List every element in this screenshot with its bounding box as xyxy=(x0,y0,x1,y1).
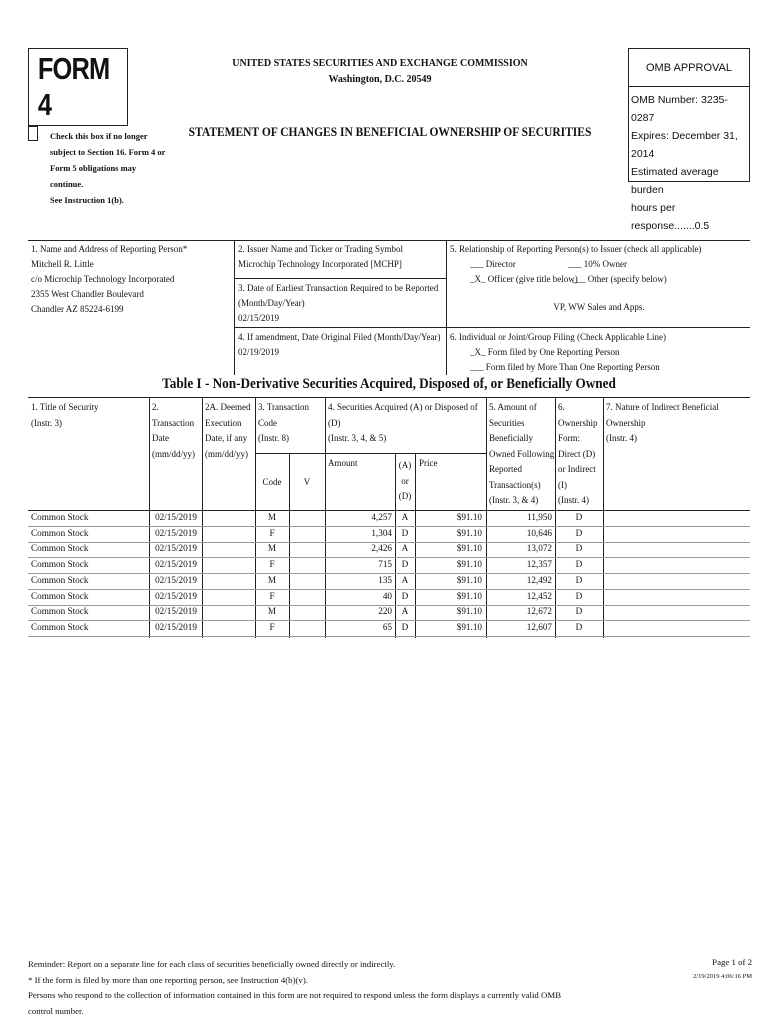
cell-amount: 220 xyxy=(378,606,392,617)
box5-label: 5. Relationship of Reporting Person(s) to Issuer (check all applicable) xyxy=(450,244,702,254)
form-title: FORM 4 xyxy=(37,51,110,122)
cell-date: 02/15/2019 xyxy=(155,590,197,601)
col-header-ownership-form xyxy=(558,400,604,509)
cell-amount: 4,257 xyxy=(371,512,392,522)
cell-title: Common Stock xyxy=(31,574,89,585)
header-text: 2A. Deemed xyxy=(205,402,251,412)
col-header-nature xyxy=(606,400,748,447)
omb-title: OMB APPROVAL xyxy=(629,49,749,87)
cell-date: 02/15/2019 xyxy=(155,527,197,538)
officer-option: _X_ Officer (give title below) xyxy=(470,274,578,284)
box6-label: 6. Individual or Joint/Group Filing (Check Applicable Line) xyxy=(450,332,666,342)
header-text: (mm/dd/yy) xyxy=(205,448,248,459)
omb-details xyxy=(631,91,749,235)
header-text: Transaction xyxy=(152,417,195,428)
cell-ad: D xyxy=(401,590,409,601)
col-header-transaction-code xyxy=(258,400,324,447)
cell-price: $91.10 xyxy=(456,606,482,617)
header-text: 2. xyxy=(152,402,159,412)
reporting-info-grid xyxy=(28,240,750,374)
cell-price: $91.10 xyxy=(456,512,482,522)
reporting-person-address: c/o Microchip Technology Incorporated xyxy=(31,274,175,284)
reporting-person-name: Mitchell R. Little xyxy=(31,259,94,269)
header-text: (Instr. 4) xyxy=(558,495,589,505)
cell-price: $91.10 xyxy=(456,543,482,554)
header-text: Date xyxy=(152,433,169,443)
header-text: (mm/dd/yy) xyxy=(152,448,195,459)
box2-label: 2. Issuer Name and Ticker or Trading Symbol xyxy=(238,244,403,254)
checkbox-text-line: Check this box if no longer xyxy=(50,131,148,141)
col-header-amount-owned xyxy=(489,400,555,509)
table-row xyxy=(28,511,750,527)
cell-code: M xyxy=(267,512,277,522)
header-text: 6. xyxy=(558,402,565,412)
table-row xyxy=(28,558,750,574)
cell-code: F xyxy=(269,621,275,632)
cell-code: F xyxy=(269,590,275,601)
cell-title: Common Stock xyxy=(31,512,89,522)
header-text: Code xyxy=(258,417,277,428)
cell-price: $91.10 xyxy=(456,574,482,585)
cell-amount: 1,304 xyxy=(371,527,392,538)
cell-title: Common Stock xyxy=(31,527,89,538)
footer-note: * If the form is filed by more than one reporting person, see Instruction 4(b)(v). xyxy=(28,974,308,985)
header-text: or Indirect (I) xyxy=(558,464,596,490)
issuer-box xyxy=(238,242,444,272)
amendment-box xyxy=(238,330,444,360)
cell-form: D xyxy=(575,621,583,632)
cell-price: $91.10 xyxy=(456,527,482,538)
section16-checkbox-label xyxy=(50,128,170,208)
cell-owned: 10,646 xyxy=(526,527,552,538)
col-header-title xyxy=(31,400,147,431)
original-filed-date: 02/19/2019 xyxy=(238,347,280,357)
header-text: Ownership xyxy=(606,417,646,428)
reporting-person-address: 2355 West Chandler Boulevard xyxy=(31,289,144,299)
omb-approval-box xyxy=(628,48,750,232)
table-row xyxy=(28,590,750,606)
header-text: Date, if any xyxy=(205,433,248,443)
cell-title: Common Stock xyxy=(31,559,89,570)
box3-label-sub: (Month/Day/Year) xyxy=(238,298,305,308)
cell-ad: D xyxy=(401,559,409,570)
table1-body xyxy=(28,511,750,638)
cell-amount: 135 xyxy=(378,574,392,585)
section16-checkbox[interactable] xyxy=(28,126,38,141)
header-text: (Instr. 8) xyxy=(258,433,289,443)
cell-title: Common Stock xyxy=(31,590,89,601)
cell-ad: A xyxy=(401,606,409,617)
header-text: Owned Following xyxy=(489,448,555,459)
cell-price: $91.10 xyxy=(456,590,482,601)
cell-ad: D xyxy=(401,621,409,632)
table-row xyxy=(28,542,750,558)
cell-form: D xyxy=(575,574,583,585)
checkbox-text-line: See Instruction 1(b). xyxy=(50,195,124,205)
other-option: ___ Other (specify below) xyxy=(572,274,667,284)
agency-line-2: Washington, D.C. 20549 xyxy=(328,74,432,85)
cell-form: D xyxy=(575,559,583,570)
cell-ad: A xyxy=(401,512,409,522)
cell-title: Common Stock xyxy=(31,543,89,554)
col-header-date xyxy=(152,400,202,462)
header-text: 4. Securities Acquired (A) or Disposed of (D) xyxy=(328,402,478,428)
table1-title: Table I - Non-Derivative Securities Acquired, Disposed of, or Beneficially Owned xyxy=(162,376,616,392)
form-title-box xyxy=(28,48,128,126)
statement-title: STATEMENT OF CHANGES IN BENEFICIAL OWNERSHIP OF SECURITIES xyxy=(188,125,592,139)
print-timestamp: 2/19/2019 4:06:16 PM xyxy=(693,973,752,980)
omb-hours: hours per response.......0.5 xyxy=(631,202,710,232)
cell-owned: 12,357 xyxy=(526,559,552,570)
cell-code: F xyxy=(269,527,275,538)
header-text: Execution xyxy=(205,417,242,428)
header-text: 5. Amount of xyxy=(489,402,537,412)
col-header-amount: Amount xyxy=(328,458,358,468)
checkbox-text-line: Form 5 obligations may continue. xyxy=(50,163,137,189)
cell-form: D xyxy=(575,512,583,522)
omb-burden: Estimated average burden xyxy=(631,166,719,196)
cell-ad: D xyxy=(401,527,409,538)
director-option: ___ Director xyxy=(470,259,516,269)
earliest-transaction-box xyxy=(238,281,444,326)
header-text: (Instr. 3, 4, & 5) xyxy=(328,433,387,443)
table-row xyxy=(28,574,750,590)
header-text: (Instr. 3) xyxy=(31,417,62,428)
header-text: or xyxy=(401,475,409,486)
cell-owned: 12,452 xyxy=(526,590,552,601)
cell-date: 02/15/2019 xyxy=(155,559,197,570)
cell-form: D xyxy=(575,606,583,617)
table1 xyxy=(28,397,750,637)
header-text: Reported xyxy=(489,464,522,474)
col-header-price: Price xyxy=(419,458,438,468)
footer-disclaimer: Persons who respond to the collection of information contained in this form are not required to respond unless the form displays a currently valid OMB control number. xyxy=(28,990,562,1016)
col-header-deemed-date xyxy=(205,400,255,462)
cell-code: M xyxy=(267,543,277,554)
header-text: Direct (D) xyxy=(558,448,596,459)
header-text: Ownership xyxy=(558,417,598,428)
cell-price: $91.10 xyxy=(456,621,482,632)
reporting-person-box xyxy=(31,242,231,317)
cell-price: $91.10 xyxy=(456,559,482,570)
officer-title: VP, WW Sales and Apps. xyxy=(553,302,645,312)
earliest-transaction-date: 02/15/2019 xyxy=(238,313,280,323)
footer-notes xyxy=(28,957,568,1019)
cell-date: 02/15/2019 xyxy=(155,512,197,522)
cell-ad: A xyxy=(401,574,409,585)
cell-owned: 12,672 xyxy=(526,606,552,617)
header-text: Securities xyxy=(489,417,525,428)
header-text: Form: xyxy=(558,433,581,443)
col-header-securities xyxy=(328,400,486,447)
relationship-box xyxy=(450,242,748,315)
checkbox-text-line: subject to Section 16. Form 4 or xyxy=(50,147,166,157)
cell-amount: 65 xyxy=(382,621,392,632)
multiple-persons-option: ___ Form filed by More Than One Reporting Person xyxy=(470,362,660,372)
filing-type-box xyxy=(450,330,748,375)
table-row xyxy=(28,621,750,637)
reporting-person-address: Chandler AZ 85224-6199 xyxy=(31,304,124,314)
cell-code: M xyxy=(267,606,277,617)
cell-date: 02/15/2019 xyxy=(155,574,197,585)
page-number: Page 1 of 2 xyxy=(712,957,752,967)
footer-reminder: Reminder: Report on a separate line for each class of securities beneficially owned directly or indirectly. xyxy=(28,959,396,969)
cell-owned: 13,072 xyxy=(526,543,552,554)
col-header-a-or-d xyxy=(395,458,415,505)
agency-name xyxy=(200,56,560,88)
cell-code: F xyxy=(269,559,275,570)
cell-date: 02/15/2019 xyxy=(155,606,197,617)
cell-owned: 12,607 xyxy=(526,621,552,632)
omb-number: OMB Number: 3235-0287 xyxy=(631,94,728,124)
omb-expires: Expires: December 31, 2014 xyxy=(631,130,738,160)
header-text: Beneficially xyxy=(489,433,533,443)
header-text: (D) xyxy=(398,491,412,501)
one-person-option: _X_ Form filed by One Reporting Person xyxy=(470,347,620,357)
cell-form: D xyxy=(575,590,583,601)
table-row xyxy=(28,527,750,543)
cell-title: Common Stock xyxy=(31,621,89,632)
header-text: 1. Title of Security xyxy=(31,402,99,412)
header-text: 3. Transaction xyxy=(258,402,310,412)
cell-date: 02/15/2019 xyxy=(155,621,197,632)
cell-date: 02/15/2019 xyxy=(155,543,197,554)
header-text: (A) xyxy=(398,460,412,470)
cell-amount: 40 xyxy=(382,590,392,601)
cell-form: D xyxy=(575,527,583,538)
header-text: 7. Nature of Indirect Beneficial xyxy=(606,402,719,412)
cell-form: D xyxy=(575,543,583,554)
col-header-code: Code xyxy=(262,477,282,487)
header-text: Transaction(s) xyxy=(489,479,541,490)
issuer-name: Microchip Technology Incorporated [MCHP] xyxy=(238,259,402,269)
cell-owned: 11,950 xyxy=(527,512,552,522)
ten-percent-owner-option: ___ 10% Owner xyxy=(568,259,627,269)
header-text: (Instr. 3, & 4) xyxy=(489,495,539,505)
box1-label: 1. Name and Address of Reporting Person* xyxy=(31,244,188,254)
cell-amount: 715 xyxy=(378,559,392,570)
cell-owned: 12,492 xyxy=(526,574,552,585)
cell-title: Common Stock xyxy=(31,606,89,617)
box4-label: 4. If amendment, Date Original Filed (Month/Day/Year) xyxy=(238,332,441,342)
cell-ad: A xyxy=(401,543,409,554)
cell-amount: 2,426 xyxy=(371,543,392,554)
box3-label: 3. Date of Earliest Transaction Required to be Reported xyxy=(238,283,439,293)
col-header-v: V xyxy=(303,477,311,487)
cell-code: M xyxy=(267,574,277,585)
agency-line-1: UNITED STATES SECURITIES AND EXCHANGE COMMISSION xyxy=(232,58,528,69)
header-text: (Instr. 4) xyxy=(606,433,637,443)
table-row xyxy=(28,605,750,621)
